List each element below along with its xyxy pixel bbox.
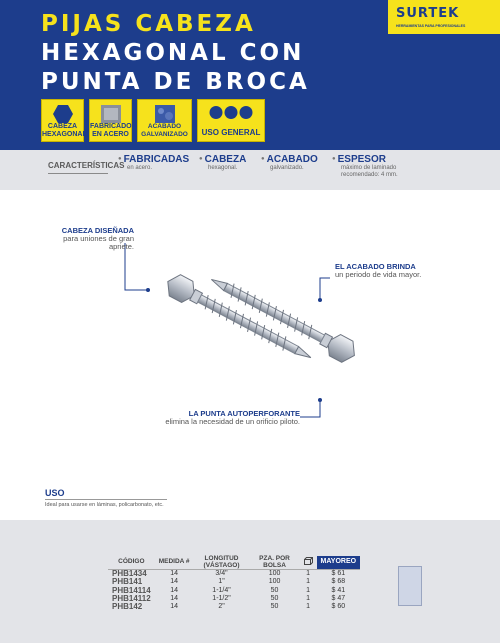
feature-label: ACABADO GALVANIZADO [141, 123, 188, 138]
cell-qty: 50 [270, 594, 279, 602]
characteristic-head [199, 154, 246, 172]
cell-code: PHB141 [112, 577, 143, 587]
product-table-band [0, 520, 500, 643]
cell-length: 1" [218, 578, 225, 586]
callout-desc: para uniones de gran apriete. [63, 234, 134, 251]
callout-line-tip [300, 400, 320, 417]
title-line-1: PIJAS CABEZA [41, 11, 256, 37]
cell-qty: 50 [270, 586, 279, 594]
callout-finish [335, 263, 455, 279]
callout-heading: EL ACABADO BRINDA [335, 262, 416, 271]
table-row [108, 603, 360, 611]
surface-icon [240, 106, 253, 119]
tool-icon [210, 106, 223, 119]
hexagon-icon [52, 104, 74, 124]
cell-box: 1 [306, 603, 310, 611]
cell-qty: 50 [270, 603, 279, 611]
characteristic-material [118, 154, 189, 172]
cell-qty: 100 [268, 578, 281, 586]
characteristic-heading: ● CABEZA [199, 154, 246, 165]
table-row [108, 570, 360, 579]
cell-price: $ 68 [331, 578, 346, 586]
cell-size: 14 [170, 594, 179, 602]
callout-heading: CABEZA DISEÑADA [61, 226, 134, 235]
feature-galvanized [137, 99, 192, 142]
cell-code: PHB1434 [108, 570, 155, 579]
feature-steel [89, 99, 132, 142]
feature-label: FABRICADO EN ACERO [90, 123, 132, 138]
callout-desc: un periodo de vida mayor. [335, 270, 422, 279]
cell-length: 2" [218, 603, 225, 611]
characteristic-desc: máximo de laminado recomendado: 4 mm. [341, 165, 398, 178]
cell-box: 1 [306, 586, 310, 594]
cell-length: 1-1/4" [212, 586, 231, 594]
characteristic-desc: hexagonal. [208, 165, 238, 171]
characteristics-band [0, 150, 500, 190]
characteristics-title: CARACTERÍSTICAS [48, 161, 125, 170]
galvanized-texture-icon [154, 104, 176, 124]
brand-name: SURTEK [396, 6, 460, 21]
col-code: CÓDIGO [118, 558, 145, 566]
divider [45, 499, 167, 500]
steel-texture-icon [100, 104, 122, 124]
cell-size: 14 [170, 578, 179, 586]
cell-price: $ 47 [331, 594, 346, 602]
cell-size: 14 [170, 586, 179, 594]
characteristic-desc: galvanizado. [270, 165, 304, 171]
general-use-icons [210, 106, 253, 119]
characteristic-thickness [332, 154, 432, 179]
cell-length: 3/4" [194, 570, 250, 579]
characteristic-heading: ● FABRICADAS [118, 154, 189, 165]
callout-head [48, 227, 134, 251]
uso-text: Ideal para usarse en láminas, policarbonato, etc. [45, 502, 164, 508]
product-area [0, 205, 500, 465]
feature-hexagonal-head [41, 99, 87, 142]
box-icon [304, 557, 313, 565]
cell-code: PHB14112 [112, 593, 151, 603]
cell-code: PHB142 [112, 602, 143, 612]
title-line-2: HEXAGONAL CON [41, 40, 305, 66]
col-size: MEDIDA # [158, 558, 190, 566]
divider [48, 173, 108, 174]
characteristic-heading: ● ACABADO [261, 154, 318, 165]
characteristic-finish [261, 154, 318, 172]
callout-heading: LA PUNTA AUTOPERFORANTE [188, 409, 300, 418]
col-price: MAYOREO [317, 556, 361, 570]
product-bag-image [398, 566, 422, 606]
feature-label: CABEZA HEXAGONAL [42, 123, 87, 138]
brand-tagline: HERRAMIENTAS PARA PROFESIONALES [396, 24, 466, 28]
characteristic-heading: ● ESPESOR [332, 154, 432, 165]
title-line-3: PUNTA DE BROCA [41, 69, 310, 95]
cell-box: 1 [306, 578, 310, 586]
uso-title: USO [45, 488, 65, 498]
cell-price: $ 41 [331, 586, 346, 594]
cell-code: PHB14114 [112, 585, 151, 595]
table-header-row [108, 556, 360, 570]
callout-tip [140, 410, 300, 426]
col-qty: PZA. POR BOLSA [259, 555, 290, 569]
feature-label: USO GENERAL [201, 127, 261, 137]
cell-length: 1-1/2" [212, 594, 231, 602]
col-length: LONGITUD (VÁSTAGO) [203, 555, 240, 569]
characteristic-desc: en acero. [127, 165, 153, 171]
cell-size: 14 [155, 570, 194, 579]
cell-box: 1 [300, 570, 317, 579]
table-row [108, 595, 360, 603]
cell-price: $ 60 [331, 603, 346, 611]
product-table [108, 556, 360, 611]
cell-box: 1 [306, 594, 310, 602]
callout-desc: elimina la necesidad de un orificio piloto. [165, 417, 300, 426]
cell-price: $ 61 [317, 570, 361, 579]
cell-qty: 100 [250, 570, 300, 579]
callout-line-finish [320, 278, 330, 300]
feature-general-use [197, 99, 265, 142]
cell-size: 14 [170, 603, 179, 611]
brand-logo [388, 0, 500, 34]
header-banner [0, 0, 500, 150]
col-box [300, 556, 317, 570]
screw-icon [225, 106, 238, 119]
